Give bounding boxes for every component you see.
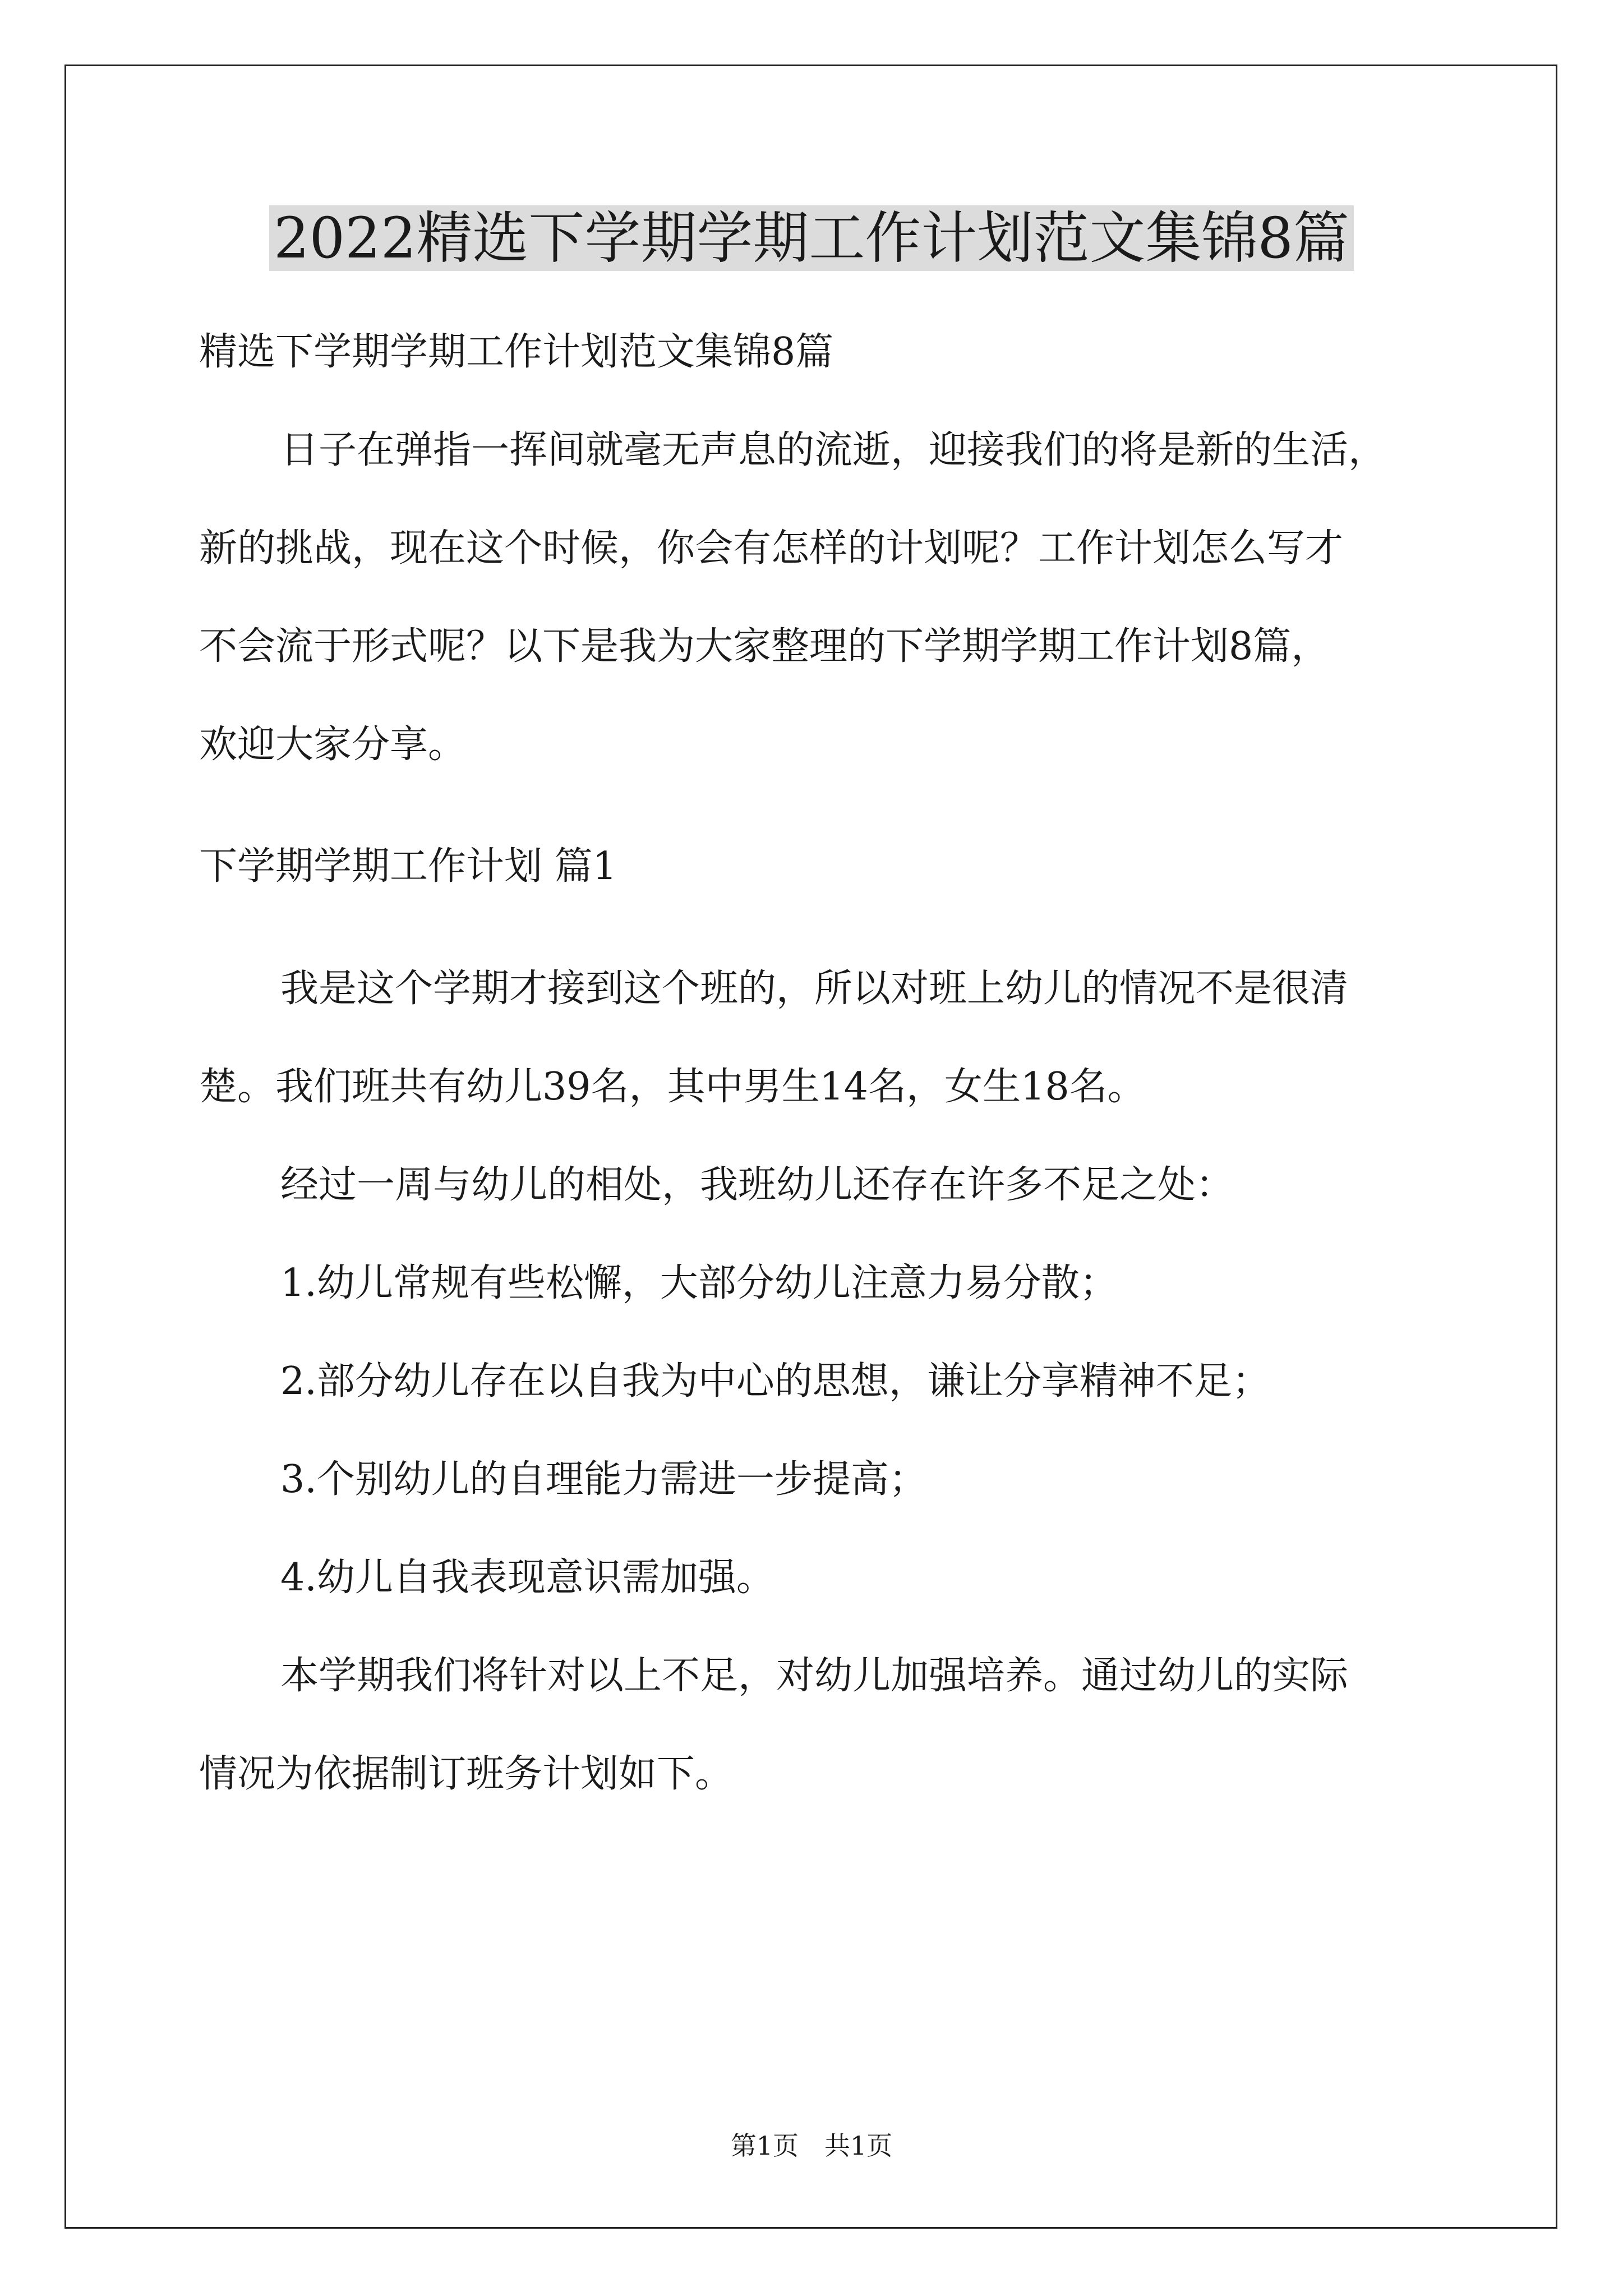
document-title-text: 2022精选下学期学期工作计划范文集锦8篇 xyxy=(269,205,1354,271)
body-line-8: 经过一周与幼儿的相处，我班幼儿还存在许多不足之处： xyxy=(280,1163,1234,1207)
body-line-0: 精选下学期学期工作计划范文集锦8篇 xyxy=(199,330,834,374)
list-item-4: 4.幼儿自我表现意识需加强。 xyxy=(280,1556,774,1600)
body-line-6: 我是这个学期才接到这个班的，所以对班上幼儿的情况不是很清 xyxy=(280,967,1349,1011)
document-title xyxy=(0,196,1623,280)
body-line-13: 本学期我们将针对以上不足，对幼儿加强培养。通过幼儿的实际 xyxy=(280,1654,1349,1698)
page-footer: 第1页 共1页 xyxy=(730,2131,893,2161)
body-line-1: 日子在弹指一挥间就毫无声息的流逝，迎接我们的将是新的生活， xyxy=(280,428,1387,472)
list-item-2: 2.部分幼儿存在以自我为中心的思想，谦让分享精神不足； xyxy=(280,1359,1270,1404)
body-line-4: 欢迎大家分享。 xyxy=(199,723,467,767)
body-line-7: 楚。我们班共有幼儿39名，其中男生14名，女生18名。 xyxy=(199,1065,1146,1109)
list-item-3: 3.个别幼儿的自理能力需进一步提高； xyxy=(280,1457,927,1502)
document-body xyxy=(199,303,1467,1823)
list-item-1: 1.幼儿常规有些松懈，大部分幼儿注意力易分散； xyxy=(280,1261,1118,1305)
section-heading: 下学期学期工作计划 篇1 xyxy=(199,844,617,889)
body-line-2: 新的挑战，现在这个时候，你会有怎样的计划呢？工作计划怎么写才 xyxy=(199,526,1344,570)
body-line-14: 情况为依据制订班务计划如下。 xyxy=(199,1752,734,1796)
body-line-3: 不会流于形式呢？以下是我为大家整理的下学期学期工作计划8篇， xyxy=(199,624,1330,669)
